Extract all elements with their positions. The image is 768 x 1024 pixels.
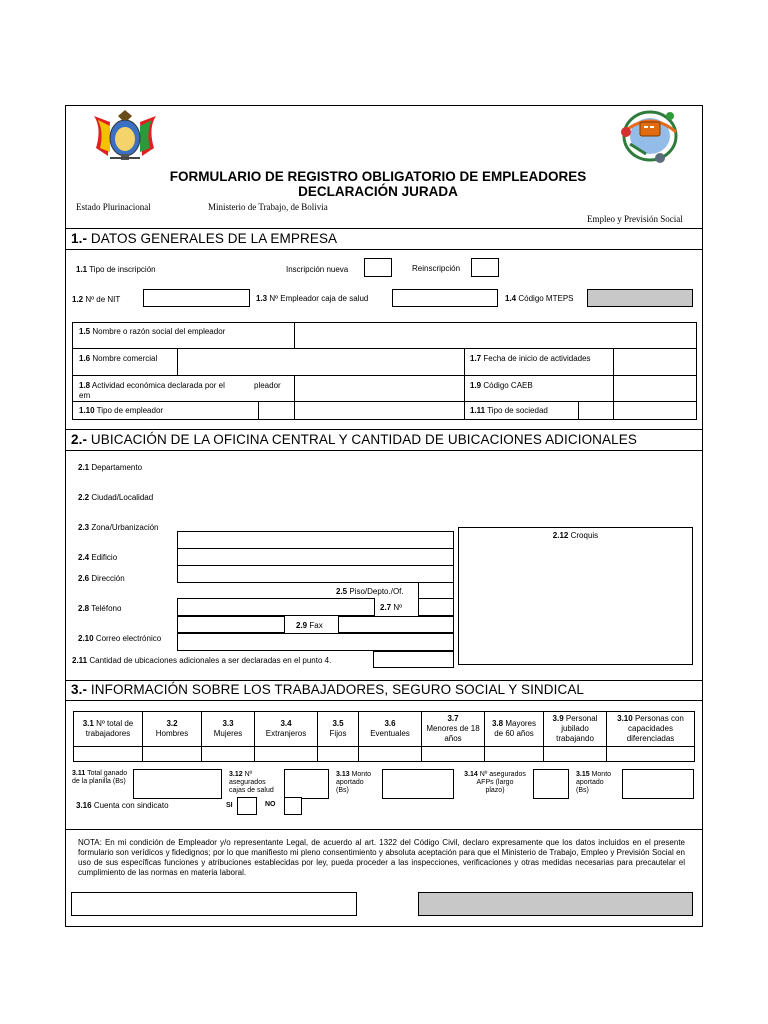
piso-input[interactable] — [418, 582, 454, 599]
field-1-8-label-b: pleador — [254, 381, 281, 390]
col-3-5: 3.5 Fijos — [318, 712, 359, 747]
field-3-15-label: 3.15 Monto aportado (Bs) — [576, 771, 612, 794]
divider — [65, 829, 703, 830]
field-2-1-label: 2.1 Departamento — [78, 463, 143, 472]
table-row — [74, 747, 695, 762]
asegurados-afps-input[interactable] — [533, 769, 569, 799]
no-label: NO — [265, 801, 276, 808]
col-3-9: 3.9 Personal jubilado trabajando — [544, 712, 607, 747]
table-header-row — [74, 712, 695, 747]
table-row-divider — [72, 375, 697, 376]
input-3-7[interactable] — [422, 747, 485, 762]
ministry-globe-logo — [616, 104, 686, 166]
col-3-6: 3.6 Eventuales — [359, 712, 422, 747]
ubicaciones-adicionales-input[interactable] — [373, 651, 454, 668]
table-col-divider — [294, 375, 295, 420]
section-3-title: 3.- INFORMACIÓN SOBRE LOS TRABAJADORES, SEGURO SOCIAL Y SINDICAL — [71, 682, 585, 697]
field-1-8-label-c: em — [79, 391, 91, 400]
input-3-8[interactable] — [485, 747, 544, 762]
empleador-caja-input[interactable] — [392, 289, 498, 307]
reinscripcion-checkbox[interactable] — [471, 258, 499, 277]
codigo-mteps-field — [587, 289, 693, 307]
field-1-1-label: 1.1 Tipo de inscripción — [76, 265, 156, 274]
table-col-divider — [294, 322, 295, 349]
reinscripcion-label: Reinscripción — [412, 264, 461, 273]
table-col-divider — [464, 348, 465, 420]
field-2-8-label: 2.8 Teléfono — [78, 604, 122, 613]
si-label: SI — [226, 802, 233, 809]
telefono-input[interactable] — [177, 598, 375, 616]
input-3-10[interactable] — [607, 747, 695, 762]
sindicato-no-checkbox[interactable] — [284, 797, 302, 815]
field-1-9-label: 1.9 Código CAEB — [470, 381, 533, 390]
input-3-1[interactable] — [74, 747, 143, 762]
direccion-input[interactable] — [177, 565, 454, 583]
input-3-5[interactable] — [318, 747, 359, 762]
table-col-divider — [258, 401, 259, 420]
divider — [65, 680, 703, 681]
field-1-11-label: 1.11 Tipo de sociedad — [470, 406, 548, 415]
field-2-6-label: 2.6 Dirección — [78, 574, 125, 583]
col-3-1: 3.1 Nº total de trabajadores — [74, 712, 143, 747]
input-3-2[interactable] — [143, 747, 202, 762]
inscripcion-nueva-label: Inscripción nueva — [286, 265, 349, 274]
field-1-6-label: 1.6 Nombre comercial — [79, 354, 158, 363]
asegurados-cajas-input[interactable] — [284, 769, 329, 799]
numero-input[interactable] — [418, 598, 454, 616]
col-3-2: 3.2 Hombres — [143, 712, 202, 747]
field-3-16-label: 3.16 Cuenta con sindicato — [76, 801, 169, 810]
divider — [65, 450, 703, 451]
field-1-5-label: 1.5 Nombre o razón social del empleador — [79, 327, 226, 336]
col-3-7: 3.7 Menores de 18 años — [422, 712, 485, 747]
field-2-10-label: 2.10 Correo electrónico — [78, 634, 162, 643]
table-row-divider — [72, 401, 697, 402]
col-3-8: 3.8 Mayores de 60 años — [485, 712, 544, 747]
field-2-7-label: 2.7 Nº — [380, 603, 403, 612]
total-ganado-input[interactable] — [133, 769, 222, 799]
croquis-box[interactable] — [458, 527, 693, 665]
section-1-title: 1.- DATOS GENERALES DE LA EMPRESA — [71, 231, 338, 246]
divider — [65, 429, 703, 430]
field-1-7-label: 1.7 Fecha de inicio de actividades — [470, 354, 591, 363]
field-1-3-label: 1.3 Nº Empleador caja de salud — [256, 294, 369, 303]
section-2-title: 2.- UBICACIÓN DE LA OFICINA CENTRAL Y CANTIDAD DE UBICACIONES ADICIONALES — [71, 432, 637, 447]
input-3-6[interactable] — [359, 747, 422, 762]
header-left-1: Estado Plurinacional — [76, 202, 151, 212]
inscripcion-nueva-checkbox[interactable] — [364, 258, 392, 277]
fax-input[interactable] — [338, 616, 454, 633]
edificio-input[interactable] — [177, 548, 454, 566]
signature-box[interactable] — [71, 892, 357, 916]
col-3-3: 3.3 Mujeres — [202, 712, 255, 747]
table-col-divider — [578, 401, 579, 420]
field-2-4-label: 2.4 Edificio — [78, 553, 118, 562]
field-1-10-label: 1.10 Tipo de empleador — [79, 406, 164, 415]
field-2-5-label: 2.5 Piso/Depto./Of. — [336, 587, 404, 596]
field-3-12-label: 3.12 Nº asegurados cajas de salud — [229, 771, 274, 794]
workers-table — [73, 711, 695, 762]
col-3-4: 3.4 Extranjeros — [255, 712, 318, 747]
table-row-divider — [72, 348, 697, 349]
field-1-4-label: 1.4 Código MTEPS — [505, 294, 574, 303]
fax-left-box — [177, 616, 285, 633]
field-2-12-label: 2.12 Croquis — [552, 531, 599, 540]
field-2-9-label: 2.9 Fax — [296, 621, 323, 630]
divider — [65, 249, 703, 250]
form-title-line2: DECLARACIÓN JURADA — [298, 184, 458, 199]
field-3-13-label: 3.13 Monto aportado (Bs) — [336, 771, 372, 794]
legal-note: NOTA: En mi condición de Empleador y/o representante Legal, de acuerdo al art. 1322 del Código Civil, declaro expresamente que los datos incluidos en el presente formulario son verídicos y fidedignos; por lo que manifiesto mi pleno consentimiento y absoluta aceptación para que el Ministerio de Trabajo, Empleo y Previsión Social en uso de sus específicas funciones y atribuciones establecidas por ley, pueda proceder a las inspecciones, verificaciones y otras medidas necesarias para precautelar el cumplimiento de las normas en materia laboral. — [78, 838, 685, 877]
divider — [65, 700, 703, 701]
header-right: Empleo y Previsión Social — [587, 214, 683, 224]
field-3-11-label: 3.11 Total ganado de la planilla (Bs) — [72, 770, 128, 785]
field-2-3-label: 2.3 Zona/Urbanización — [78, 523, 159, 532]
field-2-11-label: 2.11 Cantidad de ubicaciones adicionales a ser declaradas en el punto 4. — [72, 656, 332, 665]
official-stamp-box — [418, 892, 693, 916]
field-3-14-label: 3.14 Nº asegurados AFPs (largo plazo) — [464, 771, 526, 794]
correo-input[interactable] — [177, 633, 454, 651]
table-col-divider — [613, 348, 614, 420]
divider — [65, 228, 703, 229]
input-3-4[interactable] — [255, 747, 318, 762]
form-title-line1: FORMULARIO DE REGISTRO OBLIGATORIO DE EMPLEADORES — [169, 169, 587, 184]
field-1-8-label: 1.8 Actividad económica declarada por el — [79, 381, 225, 390]
company-info-table — [72, 322, 697, 420]
zona-input[interactable] — [177, 531, 454, 549]
monto-aportado-input[interactable] — [382, 769, 454, 799]
field-1-2-label: 1.2 Nº de NIT — [72, 295, 121, 304]
coat-of-arms-logo — [88, 108, 162, 166]
input-3-3[interactable] — [202, 747, 255, 762]
header-left-2: Ministerio de Trabajo, de Bolivia — [208, 202, 328, 212]
nit-input[interactable] — [143, 289, 250, 307]
table-col-divider — [177, 348, 178, 375]
sindicato-si-checkbox[interactable] — [237, 797, 257, 815]
col-3-10: 3.10 Personas con capacidades diferenciadas — [607, 712, 695, 747]
monto-afps-input[interactable] — [622, 769, 694, 799]
field-2-2-label: 2.2 Ciudad/Localidad — [78, 493, 154, 502]
input-3-9[interactable] — [544, 747, 607, 762]
